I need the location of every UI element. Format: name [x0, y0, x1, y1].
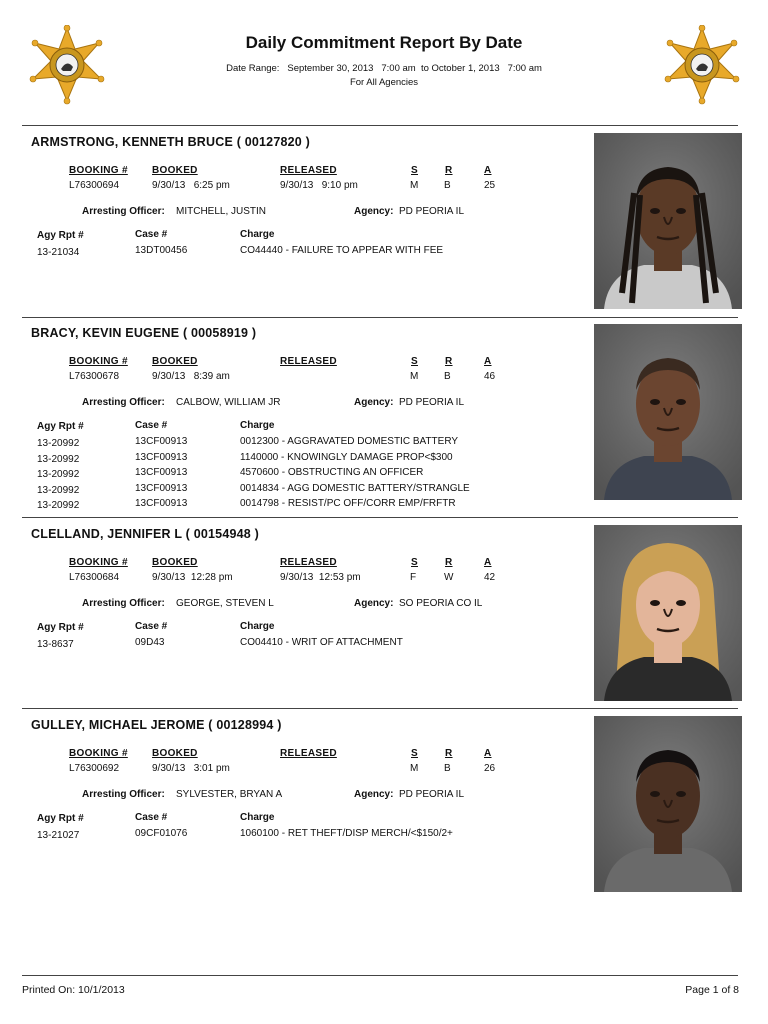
mugshot-photo	[594, 716, 742, 892]
booked-value: 9/30/13 12:28 pm	[152, 572, 233, 583]
col-header-booking: BOOKING #	[69, 165, 128, 176]
case-header: Case #	[135, 812, 168, 823]
footer-divider	[22, 975, 738, 976]
sex-value: M	[410, 763, 419, 774]
arresting-officer-label: Arresting Officer:	[82, 598, 165, 609]
charge-header: Charge	[240, 621, 275, 632]
agy-rpt-value: 13-20992	[37, 484, 80, 496]
record-divider	[22, 517, 738, 518]
agy-rpt-header: Agy Rpt #	[37, 622, 84, 633]
charge-header: Charge	[240, 420, 275, 431]
inmate-name: ARMSTRONG, KENNETH BRUCE ( 00127820 )	[31, 135, 310, 149]
agency-label: Agency:	[354, 598, 394, 609]
page-number: Page 1 of 8	[685, 984, 739, 996]
col-header-sex: S	[411, 165, 418, 176]
case-header: Case #	[135, 229, 168, 240]
agy-rpt-header: Agy Rpt #	[37, 421, 84, 432]
race-value: B	[444, 180, 451, 191]
age-value: 25	[484, 180, 496, 191]
col-header-booking: BOOKING #	[69, 748, 128, 759]
case-value: 13CF00913	[135, 482, 188, 494]
booking-value: L76300694	[69, 180, 120, 191]
sex-value: M	[410, 371, 419, 382]
charge-header: Charge	[240, 229, 275, 240]
agency-value: SO PEORIA CO IL	[399, 598, 483, 609]
case-value: 09CF01076	[135, 828, 188, 839]
charge-value: 0014834 - AGG DOMESTIC BATTERY/STRANGLE	[240, 482, 470, 494]
case-value: 13CF00913	[135, 498, 188, 509]
charge-value: CO44440 - FAILURE TO APPEAR WITH FEE	[240, 245, 444, 256]
agy-rpt-value: 13-21034	[37, 247, 80, 258]
charge-value: 1140000 - KNOWINGLY DAMAGE PROP<$300	[240, 451, 453, 463]
date-range: Date Range: September 30, 2013 7:00 am to October 1, 2013 7:00 am	[226, 63, 542, 74]
charge-value: 0012300 - AGGRAVATED DOMESTIC BATTERY	[240, 436, 459, 447]
booking-value: L76300692	[69, 763, 120, 774]
mugshot-photo	[594, 525, 742, 701]
case-header: Case #	[135, 621, 168, 632]
booked-value: 9/30/13 3:01 pm	[152, 763, 230, 774]
inmate-name: CLELLAND, JENNIFER L ( 00154948 )	[31, 527, 259, 541]
col-header-booked: BOOKED	[152, 165, 198, 176]
mugshot-photo	[594, 324, 742, 500]
col-header-race: R	[445, 748, 453, 759]
agency-label: Agency:	[354, 789, 394, 800]
race-value: B	[444, 371, 451, 382]
charge-value: 1060100 - RET THEFT/DISP MERCH/<$150/2+	[240, 828, 453, 839]
agency-label: Agency:	[354, 206, 394, 217]
charge-header: Charge	[240, 812, 275, 823]
agy-rpt-value: 13-20992	[37, 453, 80, 465]
col-header-booked: BOOKED	[152, 557, 198, 568]
booked-value: 9/30/13 6:25 pm	[152, 180, 230, 191]
col-header-age: A	[484, 557, 492, 568]
col-header-sex: S	[411, 356, 418, 367]
charge-value: 0014798 - RESIST/PC OFF/CORR EMP/FRFTR	[240, 498, 456, 509]
case-value: 13CF00913	[135, 436, 188, 447]
age-value: 46	[484, 371, 496, 382]
col-header-released: RELEASED	[280, 356, 337, 367]
age-value: 26	[484, 763, 496, 774]
released-value: 9/30/13 9:10 pm	[280, 180, 358, 191]
agency-filter: For All Agencies	[349, 77, 419, 88]
agy-rpt-header: Agy Rpt #	[37, 813, 84, 824]
agy-rpt-value: 13-21027	[37, 830, 80, 841]
col-header-booking: BOOKING #	[69, 356, 128, 367]
arresting-officer-value: SYLVESTER, BRYAN A	[176, 789, 283, 800]
case-value: 13DT00456	[135, 245, 188, 256]
sex-value: M	[410, 180, 419, 191]
case-value: 09D43	[135, 637, 165, 648]
agy-rpt-value: 13-20992	[37, 469, 80, 480]
agency-value: PD PEORIA IL	[399, 789, 465, 800]
record-divider	[22, 317, 738, 318]
report-title: Daily Commitment Report By Date	[245, 33, 523, 52]
booked-value: 9/30/13 8:39 am	[152, 371, 230, 382]
race-value: B	[444, 763, 451, 774]
released-value: 9/30/13 12:53 pm	[280, 572, 361, 583]
col-header-sex: S	[411, 557, 418, 568]
arresting-officer-value: CALBOW, WILLIAM JR	[176, 397, 281, 408]
sex-value: F	[410, 572, 417, 583]
case-header: Case #	[135, 420, 168, 431]
race-value: W	[444, 572, 454, 583]
printed-on: Printed On: 10/1/2013	[22, 984, 125, 996]
col-header-released: RELEASED	[280, 165, 337, 176]
agency-label: Agency:	[354, 397, 394, 408]
agy-rpt-header: Agy Rpt #	[37, 230, 84, 241]
col-header-age: A	[484, 165, 492, 176]
arresting-officer-label: Arresting Officer:	[82, 397, 165, 408]
record-divider	[22, 708, 738, 709]
col-header-sex: S	[411, 748, 418, 759]
case-value: 13CF00913	[135, 451, 188, 463]
arresting-officer-value: MITCHELL, JUSTIN	[176, 206, 267, 217]
col-header-released: RELEASED	[280, 748, 337, 759]
booking-value: L76300678	[69, 371, 120, 382]
inmate-name: GULLEY, MICHAEL JEROME ( 00128994 )	[31, 718, 282, 732]
col-header-booked: BOOKED	[152, 748, 198, 759]
col-header-released: RELEASED	[280, 557, 337, 568]
agency-value: PD PEORIA IL	[399, 397, 465, 408]
booking-value: L76300684	[69, 572, 120, 583]
col-header-booking: BOOKING #	[69, 557, 128, 568]
agency-value: PD PEORIA IL	[399, 206, 465, 217]
agy-rpt-value: 13-8637	[37, 639, 74, 650]
inmate-name: BRACY, KEVIN EUGENE ( 00058919 )	[31, 326, 257, 340]
charge-value: 4570600 - OBSTRUCTING AN OFFICER	[240, 467, 424, 478]
age-value: 42	[484, 572, 496, 583]
agy-rpt-value: 13-20992	[37, 500, 80, 511]
col-header-race: R	[445, 165, 453, 176]
col-header-race: R	[445, 557, 453, 568]
arresting-officer-label: Arresting Officer:	[82, 206, 165, 217]
col-header-race: R	[445, 356, 453, 367]
col-header-age: A	[484, 748, 492, 759]
case-value: 13CF00913	[135, 467, 188, 478]
col-header-booked: BOOKED	[152, 356, 198, 367]
divider	[22, 125, 738, 126]
agy-rpt-value: 13-20992	[37, 438, 80, 449]
arresting-officer-value: GEORGE, STEVEN L	[176, 598, 274, 609]
col-header-age: A	[484, 356, 492, 367]
charge-value: CO04410 - WRIT OF ATTACHMENT	[240, 637, 403, 648]
arresting-officer-label: Arresting Officer:	[82, 789, 165, 800]
mugshot-photo	[594, 133, 742, 309]
